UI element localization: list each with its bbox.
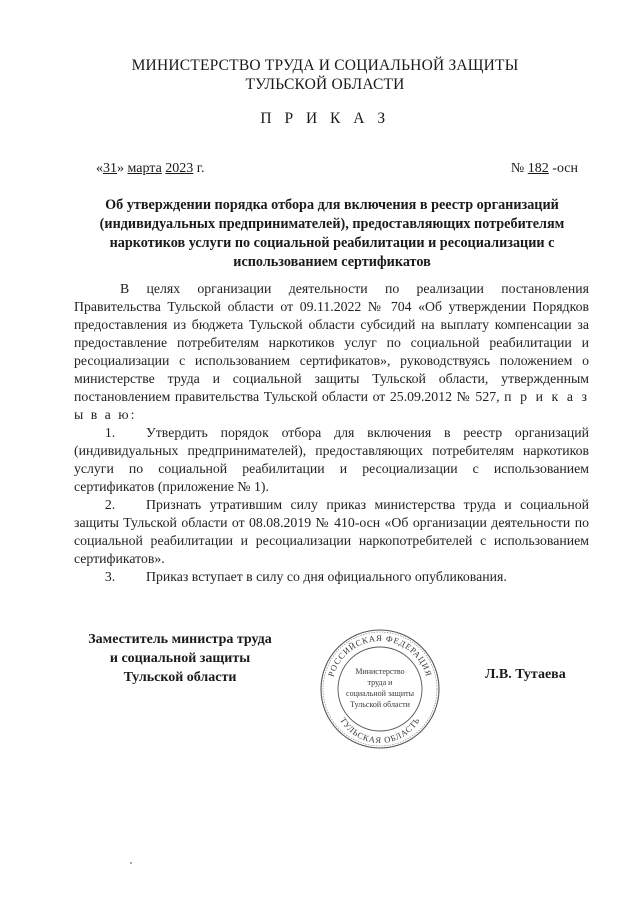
preamble-order-word: п р и к а з ы в а ю:	[74, 389, 589, 422]
date-suffix: г.	[196, 161, 205, 176]
stamp-center-line: Министерство	[355, 667, 405, 676]
document-title	[82, 196, 582, 272]
title-line-3: наркотиков услуги по социальной реабилитации и ресоциализации с	[109, 235, 555, 251]
ministry-line-1: МИНИСТЕРСТВО ТРУДА И СОЦИАЛЬНОЙ ЗАЩИТЫ	[131, 57, 519, 74]
list-item	[74, 424, 589, 496]
date-close-quote: »	[117, 161, 124, 176]
date-open-quote: «	[96, 161, 103, 176]
stamp-ring-bottom-text: ТУЛЬСКАЯ ОБЛАСТЬ	[338, 715, 422, 746]
title-line-4: использованием сертификатов	[233, 254, 431, 270]
signatory-name: Л.В. Тутаева	[485, 667, 566, 682]
order-date	[96, 161, 204, 177]
item-number: 2.	[104, 497, 116, 512]
item-text: Признать утратившим силу приказ министерства труда и социальной защиты Тульской области от 08.08.2019 № 410-осн «Об организации деятельности по социальной реабилитации и ресоциализации наркопотребителей с использованием сертификатов».	[74, 497, 589, 566]
stamp-center-line: Тульской области	[350, 700, 410, 709]
position-line-3: Тульской области	[123, 670, 237, 685]
number-suffix: -осн	[552, 161, 578, 176]
preamble-text: В целях организации деятельности по реализации постановления Правительства Тульской области от 09.11.2022 № 704 «Об утверждении Порядков предоставления из бюджета Тульской области субсидий на выплату компенсации за предоставление потребителям наркотиков услуг по социальной реабилитации и ресоциализации с использованием сертификатов», руководствуясь положением о министерстве труда и социальной защиты Тульской области, утвержденным постановлением правительства Тульской области от 25.09.2012 № 527,	[74, 281, 589, 404]
preamble-paragraph	[74, 280, 589, 424]
item-text: Приказ вступает в силу со дня официального опубликования.	[146, 569, 507, 584]
order-heading: П Р И К А З	[260, 110, 390, 127]
date-day: 31	[103, 161, 117, 176]
ministry-header	[80, 56, 570, 94]
stamp-center-line: труда и	[367, 678, 393, 687]
date-month: марта	[127, 161, 162, 176]
title-line-2: (индивидуальных предпринимателей), предоставляющих потребителям	[99, 216, 565, 232]
stamp-center-line: социальной защиты	[346, 689, 414, 698]
official-stamp	[318, 627, 442, 751]
item-text: Утвердить порядок отбора для включения в реестр организаций (индивидуальных предпринимателей), предоставляющих потребителям наркотиков услуги по социальной реабилитации и ресоциализации с использованием сертификатов (приложение № 1).	[74, 425, 589, 494]
item-number: 1.	[104, 425, 116, 440]
list-item	[74, 496, 589, 568]
number-value: 182	[527, 161, 549, 176]
number-prefix: №	[510, 161, 525, 176]
item-number: 3.	[104, 569, 116, 584]
title-line-1: Об утверждении порядка отбора для включения в реестр организаций	[105, 197, 559, 213]
position-line-2: и социальной защиты	[109, 651, 251, 666]
document-body	[74, 280, 589, 586]
order-number	[511, 161, 578, 177]
ministry-line-2: ТУЛЬСКОЙ ОБЛАСТИ	[245, 76, 405, 93]
position-line-1: Заместитель министра труда	[88, 632, 272, 647]
scan-speck	[130, 862, 132, 864]
stamp-ring-top-text: РОССИЙСКАЯ ФЕДЕРАЦИЯ	[325, 632, 435, 678]
list-item	[74, 568, 589, 586]
signatory-position	[70, 630, 290, 687]
date-year: 2023	[165, 161, 194, 176]
